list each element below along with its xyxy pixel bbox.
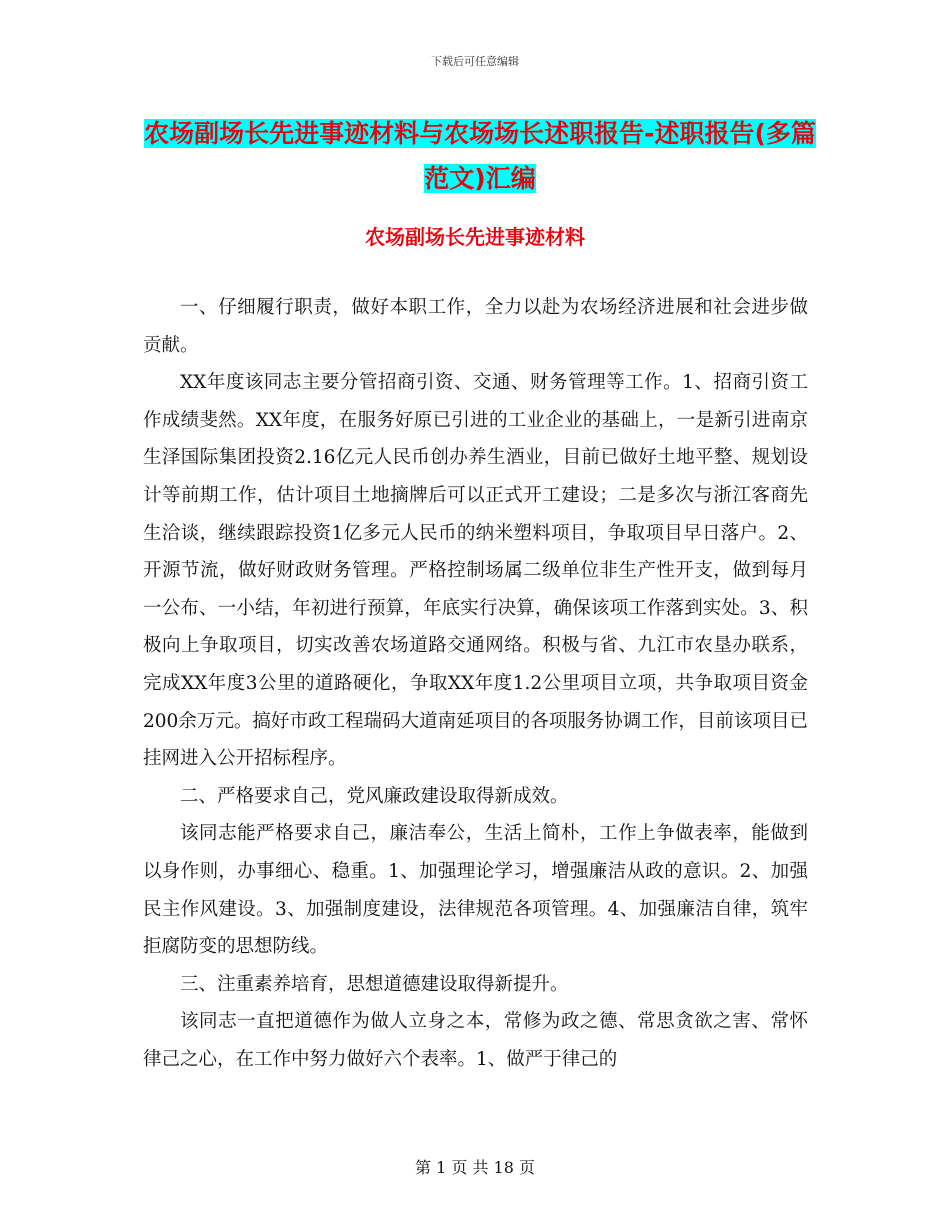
page-number-footer: 第 1 页 共 18 页 [415,1158,535,1177]
paragraph: 该同志一直把道德作为做人立身之本，常修为政之德、常思贪欲之害、常怀律己之心，在工作中努力做好六个表率。1、做严于律己的 [143,1011,808,1070]
paragraph: 一、仔细履行职责，做好本职工作，全力以赴为农场经济进展和社会进步做贡献。 [143,297,808,356]
page-header-note: 下载后可任意编辑 [431,55,519,68]
document-title-text: 农场副场长先进事迹材料与农场场长述职报告-述职报告(多篇范文)汇编 [144,119,816,193]
document-body [143,289,808,1078]
section-title: 农场副场长先进事迹材料 [365,225,585,249]
document-title [140,111,820,201]
paragraph: 二、严格要求自己，党风廉政建设取得新成效。 [180,785,569,807]
paragraph: XX年度该同志主要分管招商引资、交通、财务管理等工作。1、招商引资工作成绩斐然。XX年度，在服务好原已引进的工业企业的基础上，一是新引进南京生泽国际集团投资2.16亿元人民币创办养生酒业，目前已做好土地平整、规划设计等前期工作，估计项目土地摘牌后可以正式开工建设；二是多次与浙江客商先生洽谈，继续跟踪投资1亿多元人民币的纳米塑料项目，争取项目早日落户。2、开源节流，做好财政财务管理。严格控制场属二级单位非生产性开支，做到每月一公布、一小结，年初进行预算，年底实行决算，确保该项工作落到实处。3、积极向上争取项目，切实改善农场道路交通网络。积极与省、九江市农垦办联系，完成XX年度3公里的道路硬化，争取XX年度1.2公里项目立项，共争取项目资金200余万元。搞好市政工程瑞码大道南延项目的各项服务协调工作，目前该项目已挂网进入公开招标程序。 [143,372,808,770]
paragraph: 该同志能严格要求自己，廉洁奉公，生活上简朴，工作上争做表率，能做到以身作则，办事细心、稳重。1、加强理论学习，增强廉洁从政的意识。2、加强民主作风建设。3、加强制度建设，法律规范各项管理。4、加强廉洁自律，筑牢拒腐防变的思想防线。 [143,823,808,958]
paragraph: 三、注重素养培育，思想道德建设取得新提升。 [180,973,569,995]
